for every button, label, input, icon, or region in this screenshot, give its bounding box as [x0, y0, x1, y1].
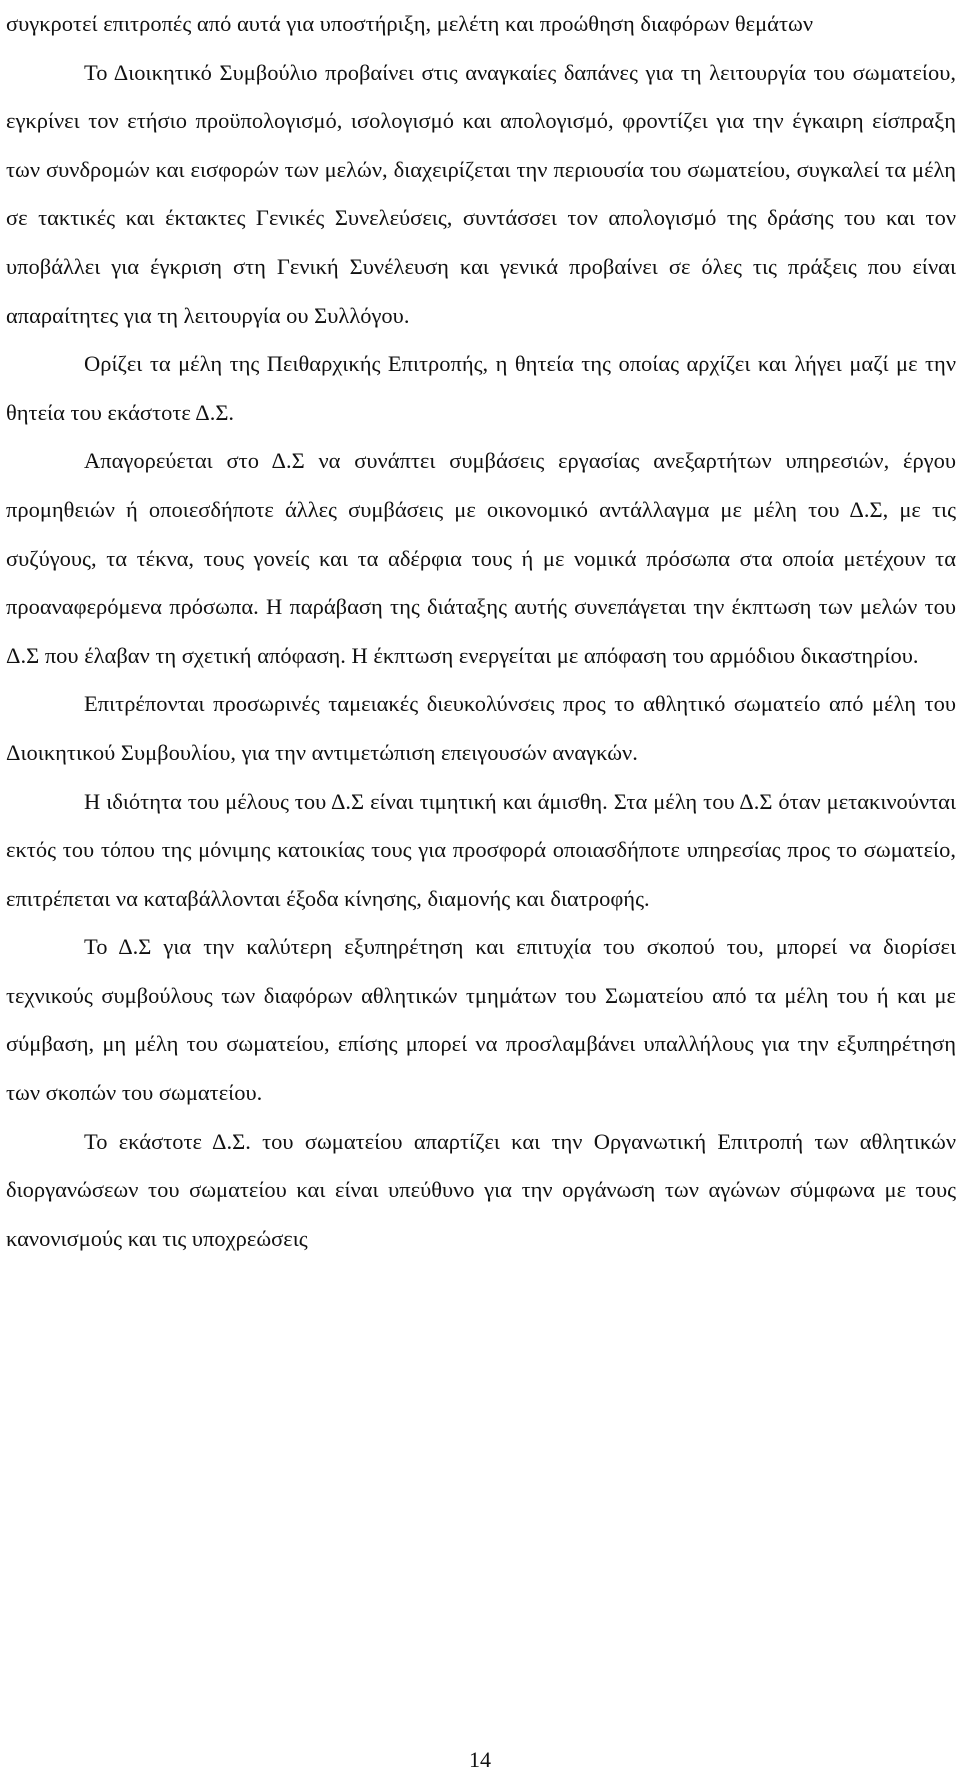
paragraph: Η ιδιότητα του μέλους του Δ.Σ είναι τιμητική και άμισθη. Στα μέλη του Δ.Σ όταν μετακινούνται εκτός του τόπου της μόνιμης κατοικίας τους για προσφορά οποιασδήποτε υπηρεσίας προς το σωματείο, επιτρέπεται να καταβάλλονται έξοδα κίνησης, διαμονής και διατροφής.	[6, 788, 956, 911]
page-number: 14	[469, 1747, 491, 1772]
paragraph: Ορίζει τα μέλη της Πειθαρχικής Επιτροπής, η θητεία της οποίας αρχίζει και λήγει μαζί με την θητεία του εκάστοτε Δ.Σ.	[6, 351, 956, 425]
paragraph: Απαγορεύεται στο Δ.Σ να συνάπτει συμβάσεις εργασίας ανεξαρτήτων υπηρεσιών, έργου προμηθειών ή οποιεσδήποτε άλλες συμβάσεις με οικονομικό αντάλλαγμα με μέλη του Δ.Σ, με τις συζύγους, τα τέκνα, τους γονείς και τα αδέρφια τους ή με νομικά πρόσωπα στα οποία μετέχουν τα προαναφερόμενα πρόσωπα. Η παράβαση της διάταξης αυτής συνεπάγεται την έκπτωση των μελών του Δ.Σ που έλαβαν τη σχετική απόφαση. Η έκπτωση ενεργείται με απόφαση του αρμόδιου δικαστηρίου.	[6, 448, 956, 668]
body-text	[6, 0, 956, 1263]
paragraph: συγκροτεί επιτροπές από αυτά για υποστήριξη, μελέτη και προώθηση διαφόρων θεμάτων	[6, 11, 813, 36]
paragraph: Το Δ.Σ για την καλύτερη εξυπηρέτηση και επιτυχία του σκοπού του, μπορεί να διορίσει τεχνικούς συμβούλους των διαφόρων αθλητικών τμημάτων του Σωματείου από τα μέλη του ή και με σύμβαση, μη μέλη του σωματείου, επίσης μπορεί να προσλαμβάνει υπαλλήλους για την εξυπηρέτηση των σκοπών του σωματείου.	[6, 934, 956, 1106]
paragraph: Επιτρέπονται προσωρινές ταμειακές διευκολύνσεις προς το αθλητικό σωματείο από μέλη του Διοικητικού Συμβουλίου, για την αντιμετώπιση επειγουσών αναγκών.	[6, 691, 956, 765]
paragraph: Το εκάστοτε Δ.Σ. του σωματείου απαρτίζει και την Οργανωτική Επιτροπή των αθλητικών διοργανώσεων του σωματείου και είναι υπεύθυνο για την οργάνωση των αγώνων σύμφωνα με τους κανονισμούς και τις υποχρεώσεις	[6, 1128, 956, 1251]
paragraph: Το Διοικητικό Συμβούλιο προβαίνει στις αναγκαίες δαπάνες για τη λειτουργία του σωματείου, εγκρίνει τον ετήσιο προϋπολογισμό, ισολογισμό και απολογισμό, φροντίζει για την έγκαιρη είσπραξη των συνδρομών και εισφορών των μελών, διαχειρίζεται την περιουσία του σωματείου, συγκαλεί τα μέλη σε τακτικές και έκτακτες Γενικές Συνελεύσεις, συντάσσει τον απολογισμό της δράσης του και τον υποβάλλει για έγκριση στη Γενική Συνέλευση και γενικά προβαίνει σε όλες τις πράξεις που είναι απαραίτητες για τη λειτουργία ου Συλλόγου.	[6, 59, 956, 328]
